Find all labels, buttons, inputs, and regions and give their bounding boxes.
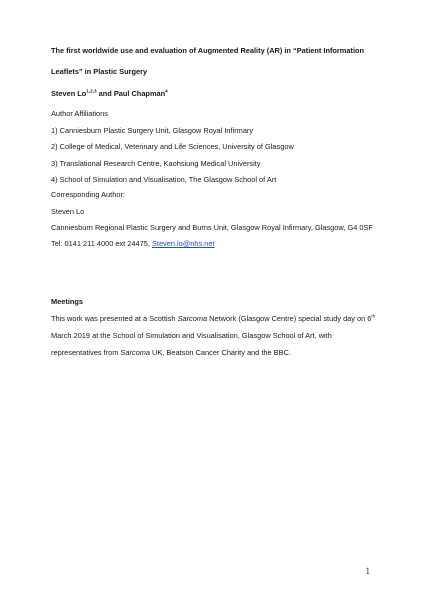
affiliations-heading: Author Affiliations bbox=[51, 109, 108, 118]
author-1-affil-sup: 1,2,3 bbox=[86, 88, 97, 94]
meetings-text: Network (Glasgow Centre) special study day on 6 bbox=[207, 314, 372, 323]
meetings-text: UK, Beatson Cancer Charity and the BBC. bbox=[150, 348, 291, 357]
meetings-text: representatives from bbox=[51, 348, 121, 357]
corresponding-heading: Corresponding Author: bbox=[51, 190, 125, 199]
author-line bbox=[51, 89, 168, 99]
meetings-line-1 bbox=[51, 314, 375, 324]
page-number: 1 bbox=[365, 566, 370, 576]
author-name-2: Paul Chapman bbox=[113, 89, 166, 98]
author-name-1: Steven Lo bbox=[51, 89, 87, 98]
affiliation-1: 1) Canniesburn Plastic Surgery Unit, Glasgow Royal Infirmary bbox=[51, 126, 254, 135]
author-2-affil-sup: 4 bbox=[165, 88, 168, 94]
meetings-heading: Meetings bbox=[51, 297, 84, 306]
affiliation-4: 4) School of Simulation and Visualisation, The Glasgow School of Art bbox=[51, 175, 277, 184]
ordinal-suffix: th bbox=[371, 313, 376, 319]
author-connector: and bbox=[98, 89, 112, 98]
meetings-text-italic: Sarcoma bbox=[120, 348, 150, 357]
corresponding-name: Steven Lo bbox=[51, 207, 85, 216]
affiliation-3: 3) Translational Research Centre, Kaohsiung Medical University bbox=[51, 159, 261, 168]
corresponding-contact bbox=[51, 239, 215, 249]
email-link[interactable]: Steven.lo@nhs.net bbox=[151, 239, 215, 248]
meetings-text: This work was presented at a Scottish bbox=[51, 314, 178, 323]
meetings-text-italic: Sarcoma bbox=[177, 314, 208, 323]
paper-title-line-1: The first worldwide use and evaluation of Augmented Reality (AR) in “Patient Information bbox=[51, 46, 365, 55]
paper-title-line-2: Leaflets” in Plastic Surgery bbox=[51, 67, 148, 76]
meetings-line-3 bbox=[51, 348, 291, 358]
telephone-text: Tel: 0141 211 4000 ext 24475, bbox=[51, 239, 150, 248]
meetings-line-2: March 2019 at the School of Simulation and Visualisation, Glasgow School of Art, with bbox=[51, 331, 332, 340]
corresponding-address: Canniesburn Regional Plastic Surgery and Burns Unit, Glasgow Royal Infirmary, Glasgow, G4 0SF bbox=[51, 223, 373, 232]
affiliation-2: 2) College of Medical, Veterinary and Life Sciences, University of Glasgow bbox=[51, 142, 294, 151]
